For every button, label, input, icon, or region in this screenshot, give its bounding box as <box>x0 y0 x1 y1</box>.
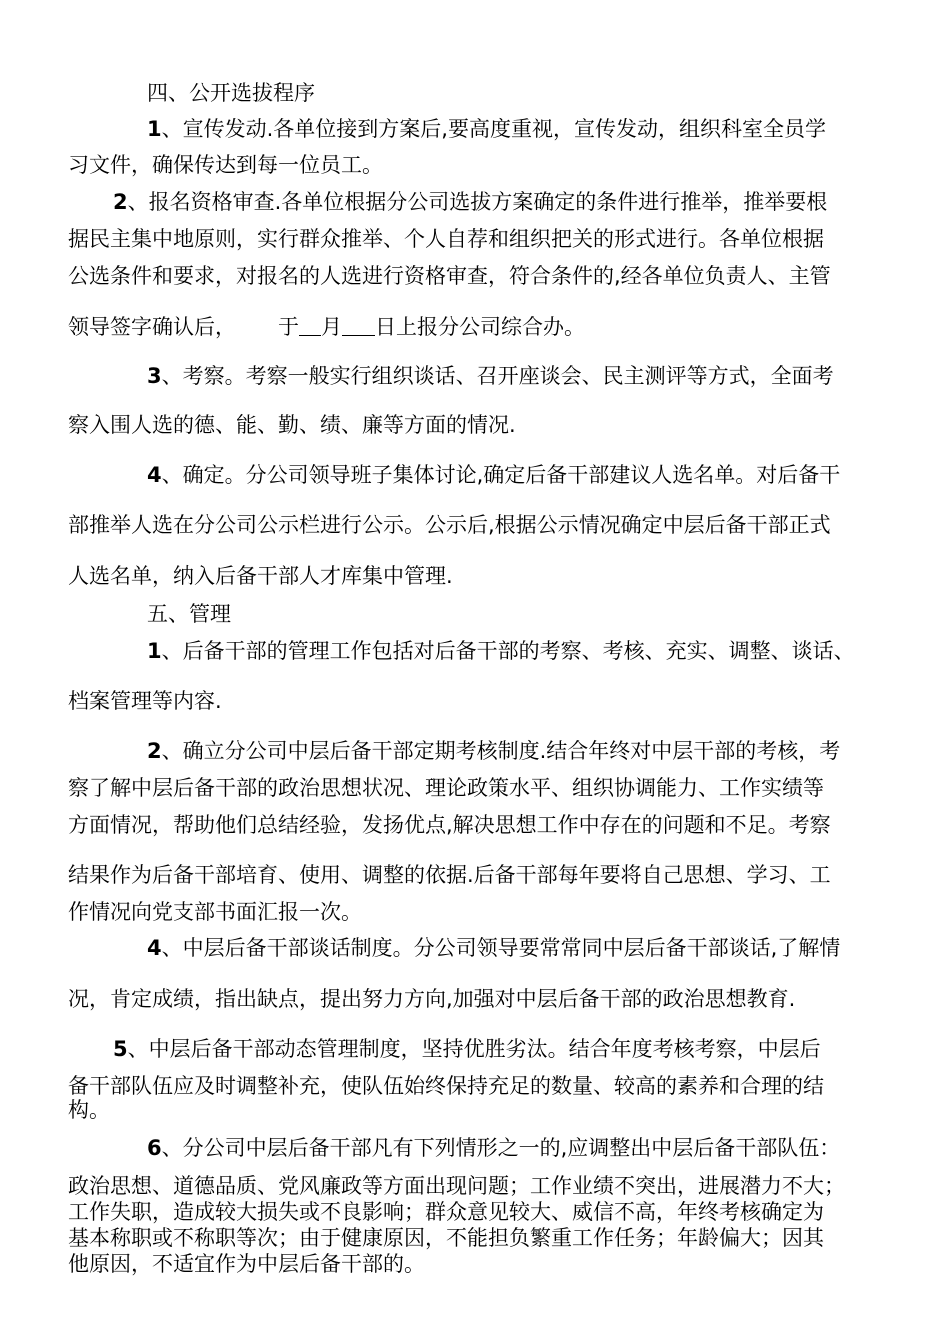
paragraph-line: 2、报名资格审查.各单位根据分公司选拔方案确定的条件进行推举，推举要根 <box>113 190 828 214</box>
paragraph-line: 况，肯定成绩，指出缺点，提出努力方向,加强对中层后备干部的政治思想教育. <box>68 987 796 1011</box>
paragraph-line: 察了解中层后备干部的政治思想状况、理论政策水平、组织协调能力、工作实绩等 <box>68 776 824 800</box>
paragraph-line: 基本称职或不称职等次；由于健康原因，不能担负繁重工作任务；年龄偏大；因其 <box>68 1226 824 1250</box>
paragraph-line: 方面情况，帮助他们总结经验，发扬优点,解决思想工作中存在的问题和不足。考察 <box>68 813 831 837</box>
paragraph-line: 4、中层后备干部谈话制度。分公司领导要常常同中层后备干部谈话,了解情 <box>147 936 841 960</box>
item-number: 5 <box>113 1037 128 1061</box>
paragraph-line: 档案管理等内容. <box>68 689 222 713</box>
blank-underline <box>299 315 321 336</box>
paragraph-line: 部推举人选在分公司公示栏进行公示。公示后,根据公示情况确定中层后备干部正式 <box>68 513 831 537</box>
paragraph-line: 公选条件和要求，对报名的人选进行资格审查，符合条件的,经各单位负责人、主管 <box>68 264 831 288</box>
paragraph-line: 政治思想、道德品质、党风廉政等方面出现问题；工作业绩不突出，进展潜力不大； <box>68 1174 845 1198</box>
item-number: 6 <box>147 1136 162 1160</box>
blank-underline <box>342 315 375 336</box>
paragraph-line: 6、分公司中层后备干部凡有下列情形之一的,应调整出中层后备干部队伍： <box>147 1136 841 1160</box>
item-number: 1 <box>147 639 162 663</box>
paragraph-line: 构。 <box>68 1098 110 1122</box>
section-heading-procedure: 四、公开选拔程序 <box>147 81 315 105</box>
item-number: 3 <box>147 364 162 388</box>
paragraph-line: 作情况向党支部书面汇报一次。 <box>68 900 362 924</box>
paragraph-line: 1、后备干部的管理工作包括对后备干部的考察、考核、充实、调整、谈话、 <box>147 639 855 663</box>
section-heading-management: 五、管理 <box>147 602 231 626</box>
item-number: 4 <box>147 936 162 960</box>
paragraph-line: 3、考察。考察一般实行组织谈话、召开座谈会、民主测评等方式，全面考 <box>147 364 834 388</box>
item-number: 2 <box>147 739 162 763</box>
paragraph-line: 1、宣传发动.各单位接到方案后,要高度重视，宣传发动，组织科室全员学 <box>147 117 826 141</box>
paragraph-line: 5、中层后备干部动态管理制度，坚持优胜劣汰。结合年度考核考察，中层后 <box>113 1037 821 1061</box>
item-number: 2 <box>113 190 128 214</box>
paragraph-line: 工作失职，造成较大损失或不良影响；群众意见较大、威信不高，年终考核确定为 <box>68 1200 824 1224</box>
item-number: 4 <box>147 463 162 487</box>
paragraph-line: 据民主集中地原则，实行群众推举、个人自荐和组织把关的形式进行。各单位根据 <box>68 227 824 251</box>
paragraph-line: 习文件，确保传达到每一位员工。 <box>68 153 383 177</box>
paragraph-line: 察入围人选的德、能、勤、绩、廉等方面的情况. <box>68 413 516 437</box>
paragraph-line: 备干部队伍应及时调整补充，使队伍始终保持充足的数量、较高的素养和合理的结 <box>68 1074 824 1098</box>
paragraph-line: 领导签字确认后， 于 月 日上报分公司综合办。 <box>68 315 585 339</box>
paragraph-line: 4、确定。分公司领导班子集体讨论,确定后备干部建议人选名单。对后备干 <box>147 463 841 487</box>
paragraph-line: 他原因，不适宜作为中层后备干部的。 <box>68 1252 425 1276</box>
paragraph-line: 人选名单，纳入后备干部人才库集中管理. <box>68 564 453 588</box>
paragraph-line: 2、确立分公司中层后备干部定期考核制度.结合年终对中层干部的考核，考 <box>147 739 841 763</box>
item-number: 1 <box>147 117 162 141</box>
paragraph-line: 结果作为后备干部培育、使用、调整的依据.后备干部每年要将自己思想、学习、工 <box>68 863 831 887</box>
